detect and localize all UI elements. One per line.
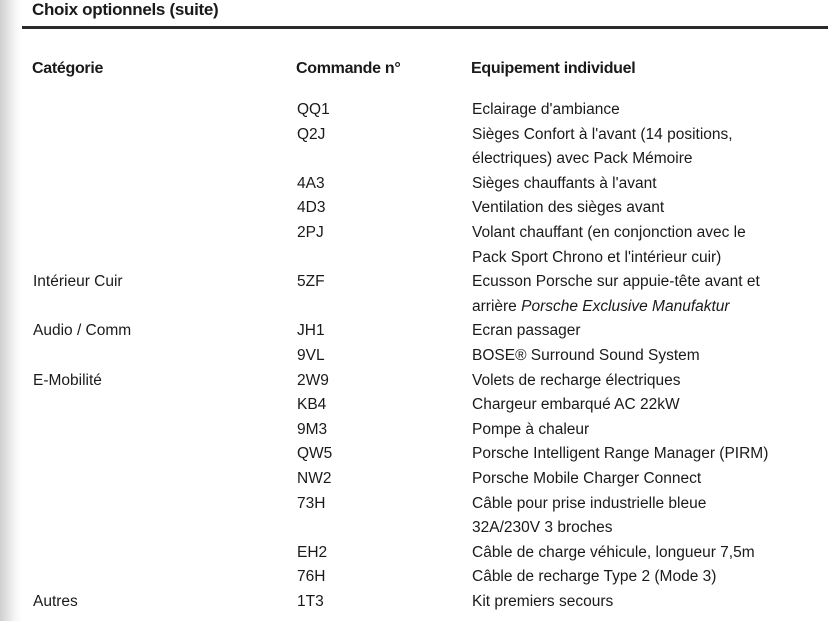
row-equipment	[472, 123, 733, 172]
row-order-code: QQ1	[297, 101, 330, 118]
column-header-order-number: Commande n°	[296, 60, 401, 77]
row-equipment	[472, 541, 755, 566]
row-category: Autres	[33, 593, 78, 610]
equipment-line: Pompe à chaleur	[472, 420, 590, 438]
equipment-line: Câble de recharge Type 2 (Mode 3)	[472, 568, 717, 586]
equipment-line: Pack Sport Chrono et l'intérieur cuir)	[472, 248, 722, 266]
row-order-code: 76H	[297, 568, 326, 586]
row-equipment	[472, 442, 768, 467]
row-order-code: 2W9	[297, 371, 329, 389]
row-order-code: KB4	[297, 396, 327, 414]
equipment-line: Sièges Confort à l'avant (14 positions,	[472, 125, 733, 143]
row-equipment	[472, 172, 657, 197]
row-equipment	[472, 590, 613, 615]
row-equipment	[472, 196, 664, 221]
row-order-code: 4A3	[297, 174, 325, 192]
row-equipment	[472, 344, 700, 369]
page-edge-shadow	[0, 0, 22, 621]
equipment-line: Porsche Intelligent Range Manager (PIRM)	[472, 445, 769, 463]
row-equipment	[472, 270, 760, 319]
row-order-code: 73H	[297, 494, 326, 512]
equipment-line: Kit premiers secours	[472, 593, 614, 610]
row-order-code: 4D3	[297, 199, 326, 217]
equipment-line: Ecran passager	[472, 322, 581, 340]
equipment-line: BOSE® Surround Sound System	[472, 347, 700, 364]
row-order-code: NW2	[297, 470, 332, 487]
row-order-code: 9M3	[297, 420, 328, 438]
equipment-line: Volets de recharge électriques	[472, 371, 681, 389]
equipment-line: arrière Porsche Exclusive Manufaktur	[472, 297, 730, 315]
equipment-line: électriques) avec Pack Mémoire	[472, 150, 693, 168]
equipment-line: 32A/230V 3 broches	[472, 519, 613, 537]
row-order-code: 2PJ	[297, 224, 324, 241]
row-category: E-Mobilité	[33, 371, 102, 389]
equipment-line: Eclairage d'ambiance	[472, 101, 620, 118]
row-order-code: EH2	[297, 543, 328, 561]
column-header-equipment: Equipement individuel	[471, 60, 636, 77]
row-order-code: 9VL	[297, 347, 325, 364]
equipment-line: Câble de charge véhicule, longueur 7,5m	[472, 543, 755, 561]
row-equipment	[472, 418, 589, 443]
row-category: Audio / Comm	[33, 322, 132, 340]
equipment-line: Câble pour prise industrielle bleue	[472, 494, 707, 512]
title-divider	[22, 26, 828, 29]
column-header-category: Catégorie	[32, 60, 104, 77]
equipment-line: Volant chauffant (en conjonction avec le	[472, 224, 746, 241]
row-order-code: Q2J	[297, 125, 326, 143]
row-equipment	[472, 467, 701, 492]
row-order-code: 5ZF	[297, 273, 325, 291]
page-title: Choix optionnels (suite)	[32, 0, 219, 19]
equipment-line: Ecusson Porsche sur appuie-tête avant et	[472, 273, 760, 291]
row-equipment	[472, 369, 681, 394]
equipment-line: Porsche Mobile Charger Connect	[472, 470, 702, 487]
row-equipment	[472, 393, 680, 418]
row-order-code: 1T3	[297, 593, 324, 610]
row-order-code: JH1	[297, 322, 325, 340]
equipment-line: Chargeur embarqué AC 22kW	[472, 396, 680, 414]
row-category: Intérieur Cuir	[33, 273, 123, 291]
row-equipment	[472, 221, 746, 270]
row-order-code: QW5	[297, 445, 333, 463]
equipment-line: Sièges chauffants à l'avant	[472, 174, 657, 192]
row-equipment	[472, 492, 706, 541]
row-equipment	[472, 565, 716, 590]
equipment-line: Ventilation des sièges avant	[472, 199, 665, 217]
row-equipment	[472, 319, 581, 344]
row-equipment	[472, 98, 620, 123]
